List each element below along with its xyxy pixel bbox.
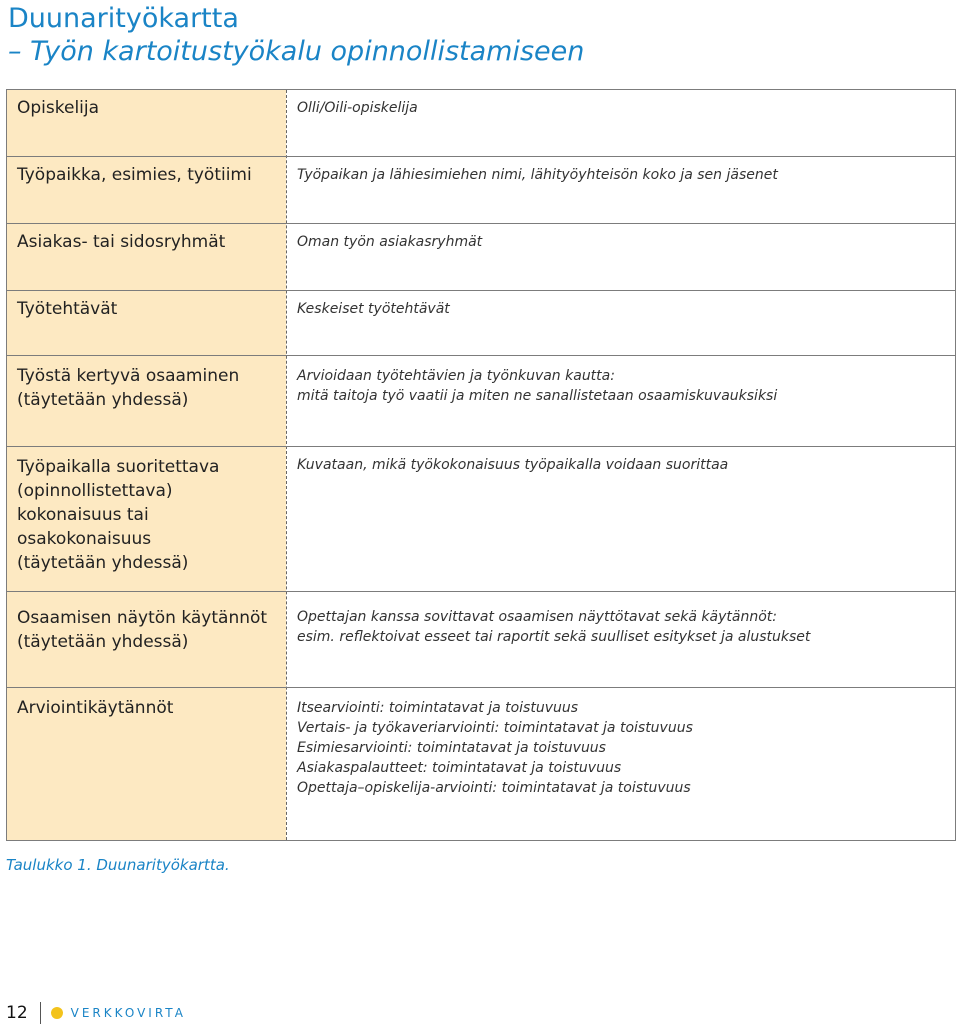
row-label-line: Työpaikka, esimies, työtiimi — [17, 165, 252, 185]
table-row — [7, 291, 955, 356]
row-content-line: mitä taitoja työ vaatii ja miten ne sanallistetaan osaamiskuvauksiksi — [297, 388, 778, 404]
row-content-line: Vertais- ja työkaveriarviointi: toimintatavat ja toistuvuus — [297, 720, 693, 736]
row-content — [297, 299, 947, 319]
row-content-line: Oman työn asiakasryhmät — [297, 234, 483, 250]
footer-divider — [40, 1002, 41, 1024]
row-content-line: Esimiesarviointi: toimintatavat ja toistuvuus — [297, 740, 606, 756]
page-footer — [6, 1000, 186, 1026]
row-content-line: Olli/Oili-opiskelija — [297, 100, 418, 116]
table-row — [7, 224, 955, 291]
row-label — [17, 96, 282, 120]
row-label-line: Asiakas- tai sidosryhmät — [17, 232, 226, 252]
row-label-line: (täytetään yhdessä) — [17, 553, 189, 573]
row-content — [297, 455, 947, 475]
row-content-line: Itsearviointi: toimintatavat ja toistuvuus — [297, 700, 579, 716]
row-label — [17, 364, 282, 412]
row-content-line: Arvioidaan työtehtävien ja työnkuvan kautta: — [297, 368, 615, 384]
table-caption: Taulukko 1. Duunarityökartta. — [6, 856, 230, 874]
row-content — [297, 366, 947, 406]
row-label — [17, 606, 282, 654]
row-content — [297, 698, 947, 798]
row-label-line: Työpaikalla suoritettava — [17, 457, 220, 477]
row-content-line: Opettajan kanssa sovittavat osaamisen näyttötavat sekä käytännöt: — [297, 609, 777, 625]
row-label — [17, 297, 282, 321]
row-label-line: Osaamisen näytön käytännöt — [17, 608, 268, 628]
row-content — [297, 232, 947, 252]
row-label — [17, 696, 282, 720]
work-map-table — [6, 89, 956, 841]
table-row — [7, 592, 955, 688]
row-content-line: esim. reflektoivat esseet tai raportit sekä suulliset esitykset ja alustukset — [297, 629, 811, 645]
row-label-line: Työstä kertyvä osaaminen — [17, 366, 240, 386]
row-label-line: (täytetään yhdessä) — [17, 390, 189, 410]
row-label — [17, 455, 282, 575]
brand-dot-icon — [51, 1007, 63, 1019]
row-content-line: Keskeiset työtehtävät — [297, 301, 450, 317]
row-content — [297, 607, 947, 647]
row-label-line: Opiskelija — [17, 98, 100, 118]
brand-name: VERKKOVIRTA — [70, 1006, 186, 1020]
page-number: 12 — [6, 1003, 28, 1023]
row-label-line: (opinnollistettava) — [17, 481, 173, 501]
title-line-1: Duunarityökartta — [8, 3, 239, 34]
table-row — [7, 356, 955, 447]
title-line-2: – Työn kartoitustyökalu opinnollistamiseen — [8, 36, 585, 67]
row-content-line: Työpaikan ja lähiesimiehen nimi, lähityöyhteisön koko ja sen jäsenet — [297, 167, 778, 183]
row-content-line: Asiakaspalautteet: toimintatavat ja toistuvuus — [297, 760, 622, 776]
row-label-line: Työtehtävät — [17, 299, 118, 319]
row-content — [297, 98, 947, 118]
row-label-line: (täytetään yhdessä) — [17, 632, 189, 652]
row-content — [297, 165, 947, 185]
row-label — [17, 163, 282, 187]
row-label — [17, 230, 282, 254]
table-row — [7, 688, 955, 840]
table-row — [7, 157, 955, 224]
table-row — [7, 90, 955, 157]
row-content-line: Opettaja–opiskelija-arviointi: toimintatavat ja toistuvuus — [297, 780, 691, 796]
document-title — [8, 2, 584, 68]
row-label-line: Arviointikäytännöt — [17, 698, 174, 718]
table-row — [7, 447, 955, 592]
row-content-line: Kuvataan, mikä työkokonaisuus työpaikalla voidaan suorittaa — [297, 457, 729, 473]
row-label-line: kokonaisuus tai osakokonaisuus — [17, 505, 152, 549]
